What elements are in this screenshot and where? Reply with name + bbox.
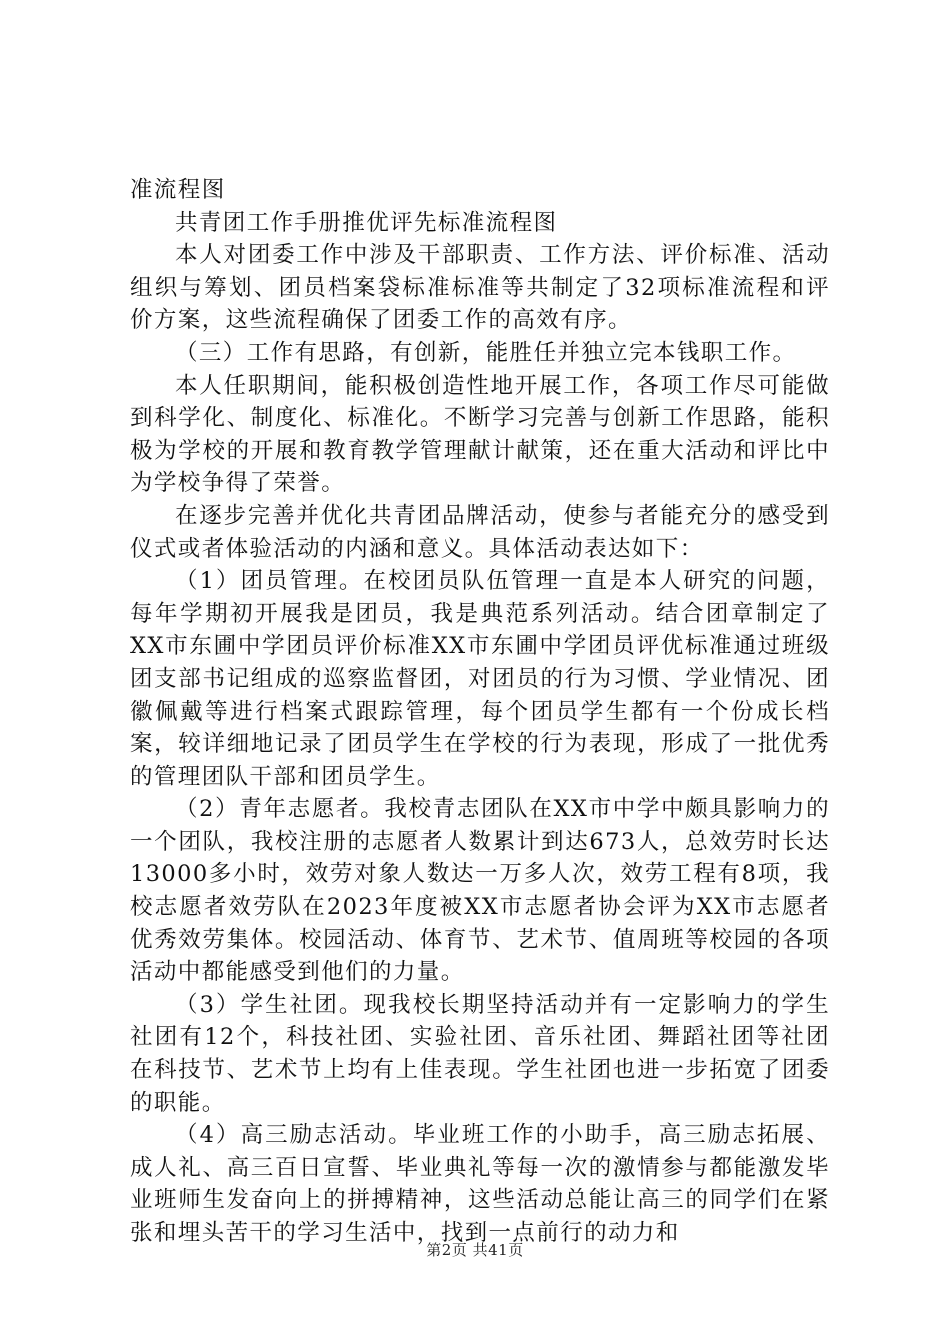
paragraph-volunteers: （2）青年志愿者。我校青志团队在XX市中学中颇具影响力的一个团队，我校注册的志愿者人数累计到达673人，总效劳时长达13000多小时，效劳对象人数达一万多人次，效劳工程有8项，我校志愿者效劳队在2023年度被XX市志愿者协会评为XX市志愿者优秀效劳集体。校园活动、体育节、艺术节、值周班等校园的各项活动中都能感受到他们的力量。: [130, 796, 830, 986]
paragraph-senior-motivation: （4）高三励志活动。毕业班工作的小助手，高三励志拓展、成人礼、高三百日宣誓、毕业典礼等每一次的激情参与都能激发毕业班师生发奋向上的拼搏精神，这些活动总能让高三的同学们在紧张和埋头苦干的学习生活中，找到一点前行的动力和: [130, 1122, 830, 1246]
paragraph-standards: 本人对团委工作中涉及干部职责、工作方法、评价标准、活动组织与筹划、团员档案袋标准标准等共制定了32项标准流程和评价方案，这些流程确保了团委工作的高效有序。: [130, 242, 830, 334]
paragraph-tenure: 本人任职期间，能积极创造性地开展工作，各项工作尽可能做到科学化、制度化、标准化。不断学习完善与创新工作思路，能积极为学校的开展和教育教学管理献计献策，还在重大活动和评比中为学校争得了荣誉。: [130, 372, 830, 497]
paragraph-continuation: 准流程图: [130, 177, 226, 203]
page-number-label: 第2页 共41页: [426, 1241, 524, 1259]
paragraph-student-clubs: （3）学生社团。现我校长期坚持活动并有一定影响力的学生社团有12个，科技社团、实验社团、音乐社团、舞蹈社团等社团在科技节、艺术节上均有上佳表现。学生社团也进一步拓宽了团委的职能。: [130, 991, 830, 1116]
page-footer: [0, 1240, 950, 1260]
paragraph-brand-activities: 在逐步完善并优化共青团品牌活动，使参与者能充分的感受到仪式或者体验活动的内涵和意义。具体活动表达如下：: [130, 502, 830, 562]
paragraph-flowchart-title: 共青团工作手册推优评先标准流程图: [175, 209, 558, 236]
paragraph-section-three-heading: （三）工作有思路，有创新，能胜任并独立完本钱职工作。: [175, 339, 797, 366]
paragraph-member-management: （1）团员管理。在校团员队伍管理一直是本人研究的问题，每年学期初开展我是团员，我是典范系列活动。结合团章制定了XX市东圃中学团员评价标准XX市东圃中学团员评优标准通过班级团支部书记组成的巡察监督团，对团员的行为习惯、学业情况、团徽佩戴等进行档案式跟踪管理，每个团员学生都有一个份成长档案，较详细地记录了团员学生在学校的行为表现，形成了一批优秀的管理团队干部和团员学生。: [130, 568, 830, 790]
document-body: [130, 174, 830, 1250]
